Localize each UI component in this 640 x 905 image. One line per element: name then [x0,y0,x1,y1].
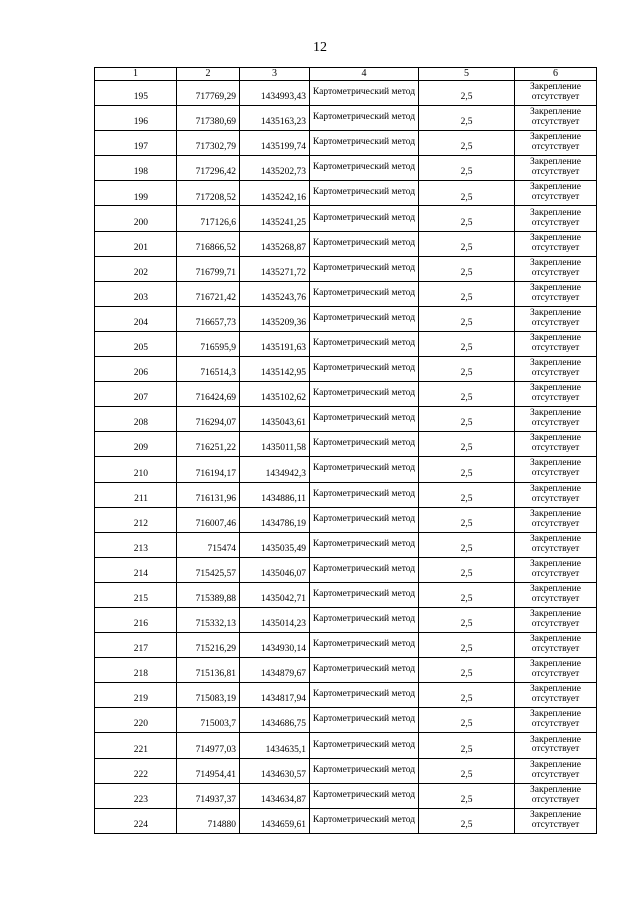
point-number-cell: 197 [95,131,177,156]
x-coordinate-cell: 716007,46 [177,507,240,532]
accuracy-cell: 2,5 [419,206,515,231]
point-number-cell: 206 [95,357,177,382]
y-coordinate-cell: 1435243,76 [240,281,310,306]
x-coordinate-cell: 715332,13 [177,607,240,632]
accuracy-cell: 2,5 [419,382,515,407]
point-number-cell: 218 [95,658,177,683]
y-coordinate-cell: 1435241,25 [240,206,310,231]
method-cell: Картометрический метод [310,758,419,783]
table-row [95,181,597,206]
accuracy-cell: 2,5 [419,783,515,808]
point-number-cell: 200 [95,206,177,231]
method-cell: Картометрический метод [310,733,419,758]
accuracy-cell: 2,5 [419,331,515,356]
y-coordinate-cell: 1435043,61 [240,407,310,432]
accuracy-cell: 2,5 [419,131,515,156]
x-coordinate-cell: 715136,81 [177,658,240,683]
accuracy-cell: 2,5 [419,81,515,106]
coordinates-table [94,67,597,834]
y-coordinate-cell: 1435014,23 [240,607,310,632]
point-number-cell: 199 [95,181,177,206]
point-number-cell: 205 [95,331,177,356]
accuracy-cell: 2,5 [419,106,515,131]
accuracy-cell: 2,5 [419,557,515,582]
method-cell: Картометрический метод [310,557,419,582]
table-row [95,783,597,808]
accuracy-cell: 2,5 [419,306,515,331]
x-coordinate-cell: 716131,96 [177,482,240,507]
point-number-cell: 198 [95,156,177,181]
y-coordinate-cell: 1435199,74 [240,131,310,156]
accuracy-cell: 2,5 [419,607,515,632]
point-number-cell: 212 [95,507,177,532]
accuracy-cell: 2,5 [419,181,515,206]
accuracy-cell: 2,5 [419,808,515,833]
x-coordinate-cell: 717296,42 [177,156,240,181]
table-row [95,231,597,256]
point-number-cell: 224 [95,808,177,833]
method-cell: Картометрический метод [310,658,419,683]
marking-cell: Закрепление отсутствует [515,156,597,181]
accuracy-cell: 2,5 [419,633,515,658]
header-cell: 3 [240,68,310,81]
header-cell: 1 [95,68,177,81]
accuracy-cell: 2,5 [419,432,515,457]
marking-cell: Закрепление отсутствует [515,482,597,507]
table-row [95,633,597,658]
table-row [95,81,597,106]
point-number-cell: 202 [95,256,177,281]
marking-cell: Закрепление отсутствует [515,758,597,783]
method-cell: Картометрический метод [310,231,419,256]
y-coordinate-cell: 1435202,73 [240,156,310,181]
y-coordinate-cell: 1435046,07 [240,557,310,582]
x-coordinate-cell: 716251,22 [177,432,240,457]
y-coordinate-cell: 1435042,71 [240,582,310,607]
method-cell: Картометрический метод [310,181,419,206]
table-row [95,758,597,783]
accuracy-cell: 2,5 [419,231,515,256]
accuracy-cell: 2,5 [419,683,515,708]
accuracy-cell: 2,5 [419,758,515,783]
x-coordinate-cell: 715425,57 [177,557,240,582]
marking-cell: Закрепление отсутствует [515,281,597,306]
x-coordinate-cell: 715389,88 [177,582,240,607]
point-number-cell: 223 [95,783,177,808]
point-number-cell: 196 [95,106,177,131]
marking-cell: Закрепление отсутствует [515,256,597,281]
table-row [95,306,597,331]
x-coordinate-cell: 716294,07 [177,407,240,432]
marking-cell: Закрепление отсутствует [515,357,597,382]
point-number-cell: 203 [95,281,177,306]
x-coordinate-cell: 715003,7 [177,708,240,733]
method-cell: Картометрический метод [310,457,419,482]
table-row [95,432,597,457]
table-row [95,281,597,306]
y-coordinate-cell: 1434817,94 [240,683,310,708]
method-cell: Картометрический метод [310,156,419,181]
marking-cell: Закрепление отсутствует [515,607,597,632]
accuracy-cell: 2,5 [419,532,515,557]
marking-cell: Закрепление отсутствует [515,808,597,833]
y-coordinate-cell: 1434879,67 [240,658,310,683]
method-cell: Картометрический метод [310,582,419,607]
point-number-cell: 219 [95,683,177,708]
table-row [95,256,597,281]
y-coordinate-cell: 1434930,14 [240,633,310,658]
point-number-cell: 195 [95,81,177,106]
table-row [95,582,597,607]
header-cell: 2 [177,68,240,81]
y-coordinate-cell: 1435142,95 [240,357,310,382]
table-row [95,106,597,131]
method-cell: Картометрический метод [310,607,419,632]
table-row [95,156,597,181]
accuracy-cell: 2,5 [419,407,515,432]
method-cell: Картометрический метод [310,708,419,733]
marking-cell: Закрепление отсутствует [515,683,597,708]
marking-cell: Закрепление отсутствует [515,457,597,482]
x-coordinate-cell: 716514,3 [177,357,240,382]
marking-cell: Закрепление отсутствует [515,708,597,733]
point-number-cell: 207 [95,382,177,407]
marking-cell: Закрепление отсутствует [515,557,597,582]
y-coordinate-cell: 1435242,16 [240,181,310,206]
marking-cell: Закрепление отсутствует [515,331,597,356]
method-cell: Картометрический метод [310,206,419,231]
marking-cell: Закрепление отсутствует [515,206,597,231]
point-number-cell: 221 [95,733,177,758]
point-number-cell: 222 [95,758,177,783]
x-coordinate-cell: 717302,79 [177,131,240,156]
method-cell: Картометрический метод [310,306,419,331]
method-cell: Картометрический метод [310,81,419,106]
marking-cell: Закрепление отсутствует [515,106,597,131]
method-cell: Картометрический метод [310,281,419,306]
y-coordinate-cell: 1434942,3 [240,457,310,482]
marking-cell: Закрепление отсутствует [515,532,597,557]
method-cell: Картометрический метод [310,633,419,658]
marking-cell: Закрепление отсутствует [515,633,597,658]
method-cell: Картометрический метод [310,432,419,457]
method-cell: Картометрический метод [310,683,419,708]
x-coordinate-cell: 716721,42 [177,281,240,306]
accuracy-cell: 2,5 [419,708,515,733]
table-row [95,658,597,683]
table-row [95,557,597,582]
page-number: 12 [313,40,327,55]
table-row [95,131,597,156]
y-coordinate-cell: 1434686,75 [240,708,310,733]
marking-cell: Закрепление отсутствует [515,783,597,808]
table-body [95,81,597,834]
x-coordinate-cell: 716424,69 [177,382,240,407]
x-coordinate-cell: 715474 [177,532,240,557]
accuracy-cell: 2,5 [419,733,515,758]
y-coordinate-cell: 1434786,19 [240,507,310,532]
x-coordinate-cell: 715083,19 [177,683,240,708]
marking-cell: Закрепление отсутствует [515,507,597,532]
x-coordinate-cell: 716799,71 [177,256,240,281]
accuracy-cell: 2,5 [419,156,515,181]
y-coordinate-cell: 1434630,57 [240,758,310,783]
table-row [95,407,597,432]
point-number-cell: 214 [95,557,177,582]
method-cell: Картометрический метод [310,382,419,407]
header-row [95,68,597,81]
method-cell: Картометрический метод [310,407,419,432]
y-coordinate-cell: 1434993,43 [240,81,310,106]
point-number-cell: 211 [95,482,177,507]
y-coordinate-cell: 1435271,72 [240,256,310,281]
point-number-cell: 213 [95,532,177,557]
y-coordinate-cell: 1435268,87 [240,231,310,256]
accuracy-cell: 2,5 [419,357,515,382]
method-cell: Картометрический метод [310,808,419,833]
y-coordinate-cell: 1435102,62 [240,382,310,407]
point-number-cell: 204 [95,306,177,331]
table-row [95,482,597,507]
table-row [95,206,597,231]
x-coordinate-cell: 714937,37 [177,783,240,808]
accuracy-cell: 2,5 [419,582,515,607]
method-cell: Картометрический метод [310,106,419,131]
marking-cell: Закрепление отсутствует [515,432,597,457]
table-row [95,808,597,833]
x-coordinate-cell: 717769,29 [177,81,240,106]
table-row [95,357,597,382]
point-number-cell: 216 [95,607,177,632]
marking-cell: Закрепление отсутствует [515,382,597,407]
accuracy-cell: 2,5 [419,281,515,306]
marking-cell: Закрепление отсутствует [515,582,597,607]
x-coordinate-cell: 716595,9 [177,331,240,356]
x-coordinate-cell: 716657,73 [177,306,240,331]
table-row [95,382,597,407]
accuracy-cell: 2,5 [419,457,515,482]
marking-cell: Закрепление отсутствует [515,733,597,758]
table-row [95,507,597,532]
x-coordinate-cell: 716194,17 [177,457,240,482]
marking-cell: Закрепление отсутствует [515,131,597,156]
table-row [95,683,597,708]
method-cell: Картометрический метод [310,331,419,356]
marking-cell: Закрепление отсутствует [515,658,597,683]
y-coordinate-cell: 1435011,58 [240,432,310,457]
accuracy-cell: 2,5 [419,256,515,281]
header-cell: 4 [310,68,419,81]
marking-cell: Закрепление отсутствует [515,81,597,106]
y-coordinate-cell: 1434886,11 [240,482,310,507]
x-coordinate-cell: 717126,6 [177,206,240,231]
accuracy-cell: 2,5 [419,507,515,532]
method-cell: Картометрический метод [310,507,419,532]
marking-cell: Закрепление отсутствует [515,306,597,331]
method-cell: Картометрический метод [310,131,419,156]
method-cell: Картометрический метод [310,357,419,382]
table-row [95,331,597,356]
y-coordinate-cell: 1434635,1 [240,733,310,758]
x-coordinate-cell: 714954,41 [177,758,240,783]
accuracy-cell: 2,5 [419,482,515,507]
point-number-cell: 208 [95,407,177,432]
x-coordinate-cell: 717380,69 [177,106,240,131]
marking-cell: Закрепление отсутствует [515,181,597,206]
point-number-cell: 210 [95,457,177,482]
table-row [95,532,597,557]
table-row [95,457,597,482]
table-row [95,607,597,632]
marking-cell: Закрепление отсутствует [515,407,597,432]
header-cell: 6 [515,68,597,81]
table-header [95,68,597,81]
y-coordinate-cell: 1434634,87 [240,783,310,808]
point-number-cell: 220 [95,708,177,733]
x-coordinate-cell: 715216,29 [177,633,240,658]
marking-cell: Закрепление отсутствует [515,231,597,256]
point-number-cell: 201 [95,231,177,256]
method-cell: Картометрический метод [310,482,419,507]
table-row [95,708,597,733]
table-row [95,733,597,758]
y-coordinate-cell: 1435163,23 [240,106,310,131]
accuracy-cell: 2,5 [419,658,515,683]
method-cell: Картометрический метод [310,532,419,557]
y-coordinate-cell: 1435209,36 [240,306,310,331]
header-cell: 5 [419,68,515,81]
y-coordinate-cell: 1434659,61 [240,808,310,833]
x-coordinate-cell: 716866,52 [177,231,240,256]
point-number-cell: 217 [95,633,177,658]
method-cell: Картометрический метод [310,783,419,808]
y-coordinate-cell: 1435035,49 [240,532,310,557]
method-cell: Картометрический метод [310,256,419,281]
y-coordinate-cell: 1435191,63 [240,331,310,356]
x-coordinate-cell: 714880 [177,808,240,833]
x-coordinate-cell: 717208,52 [177,181,240,206]
x-coordinate-cell: 714977,03 [177,733,240,758]
point-number-cell: 215 [95,582,177,607]
point-number-cell: 209 [95,432,177,457]
